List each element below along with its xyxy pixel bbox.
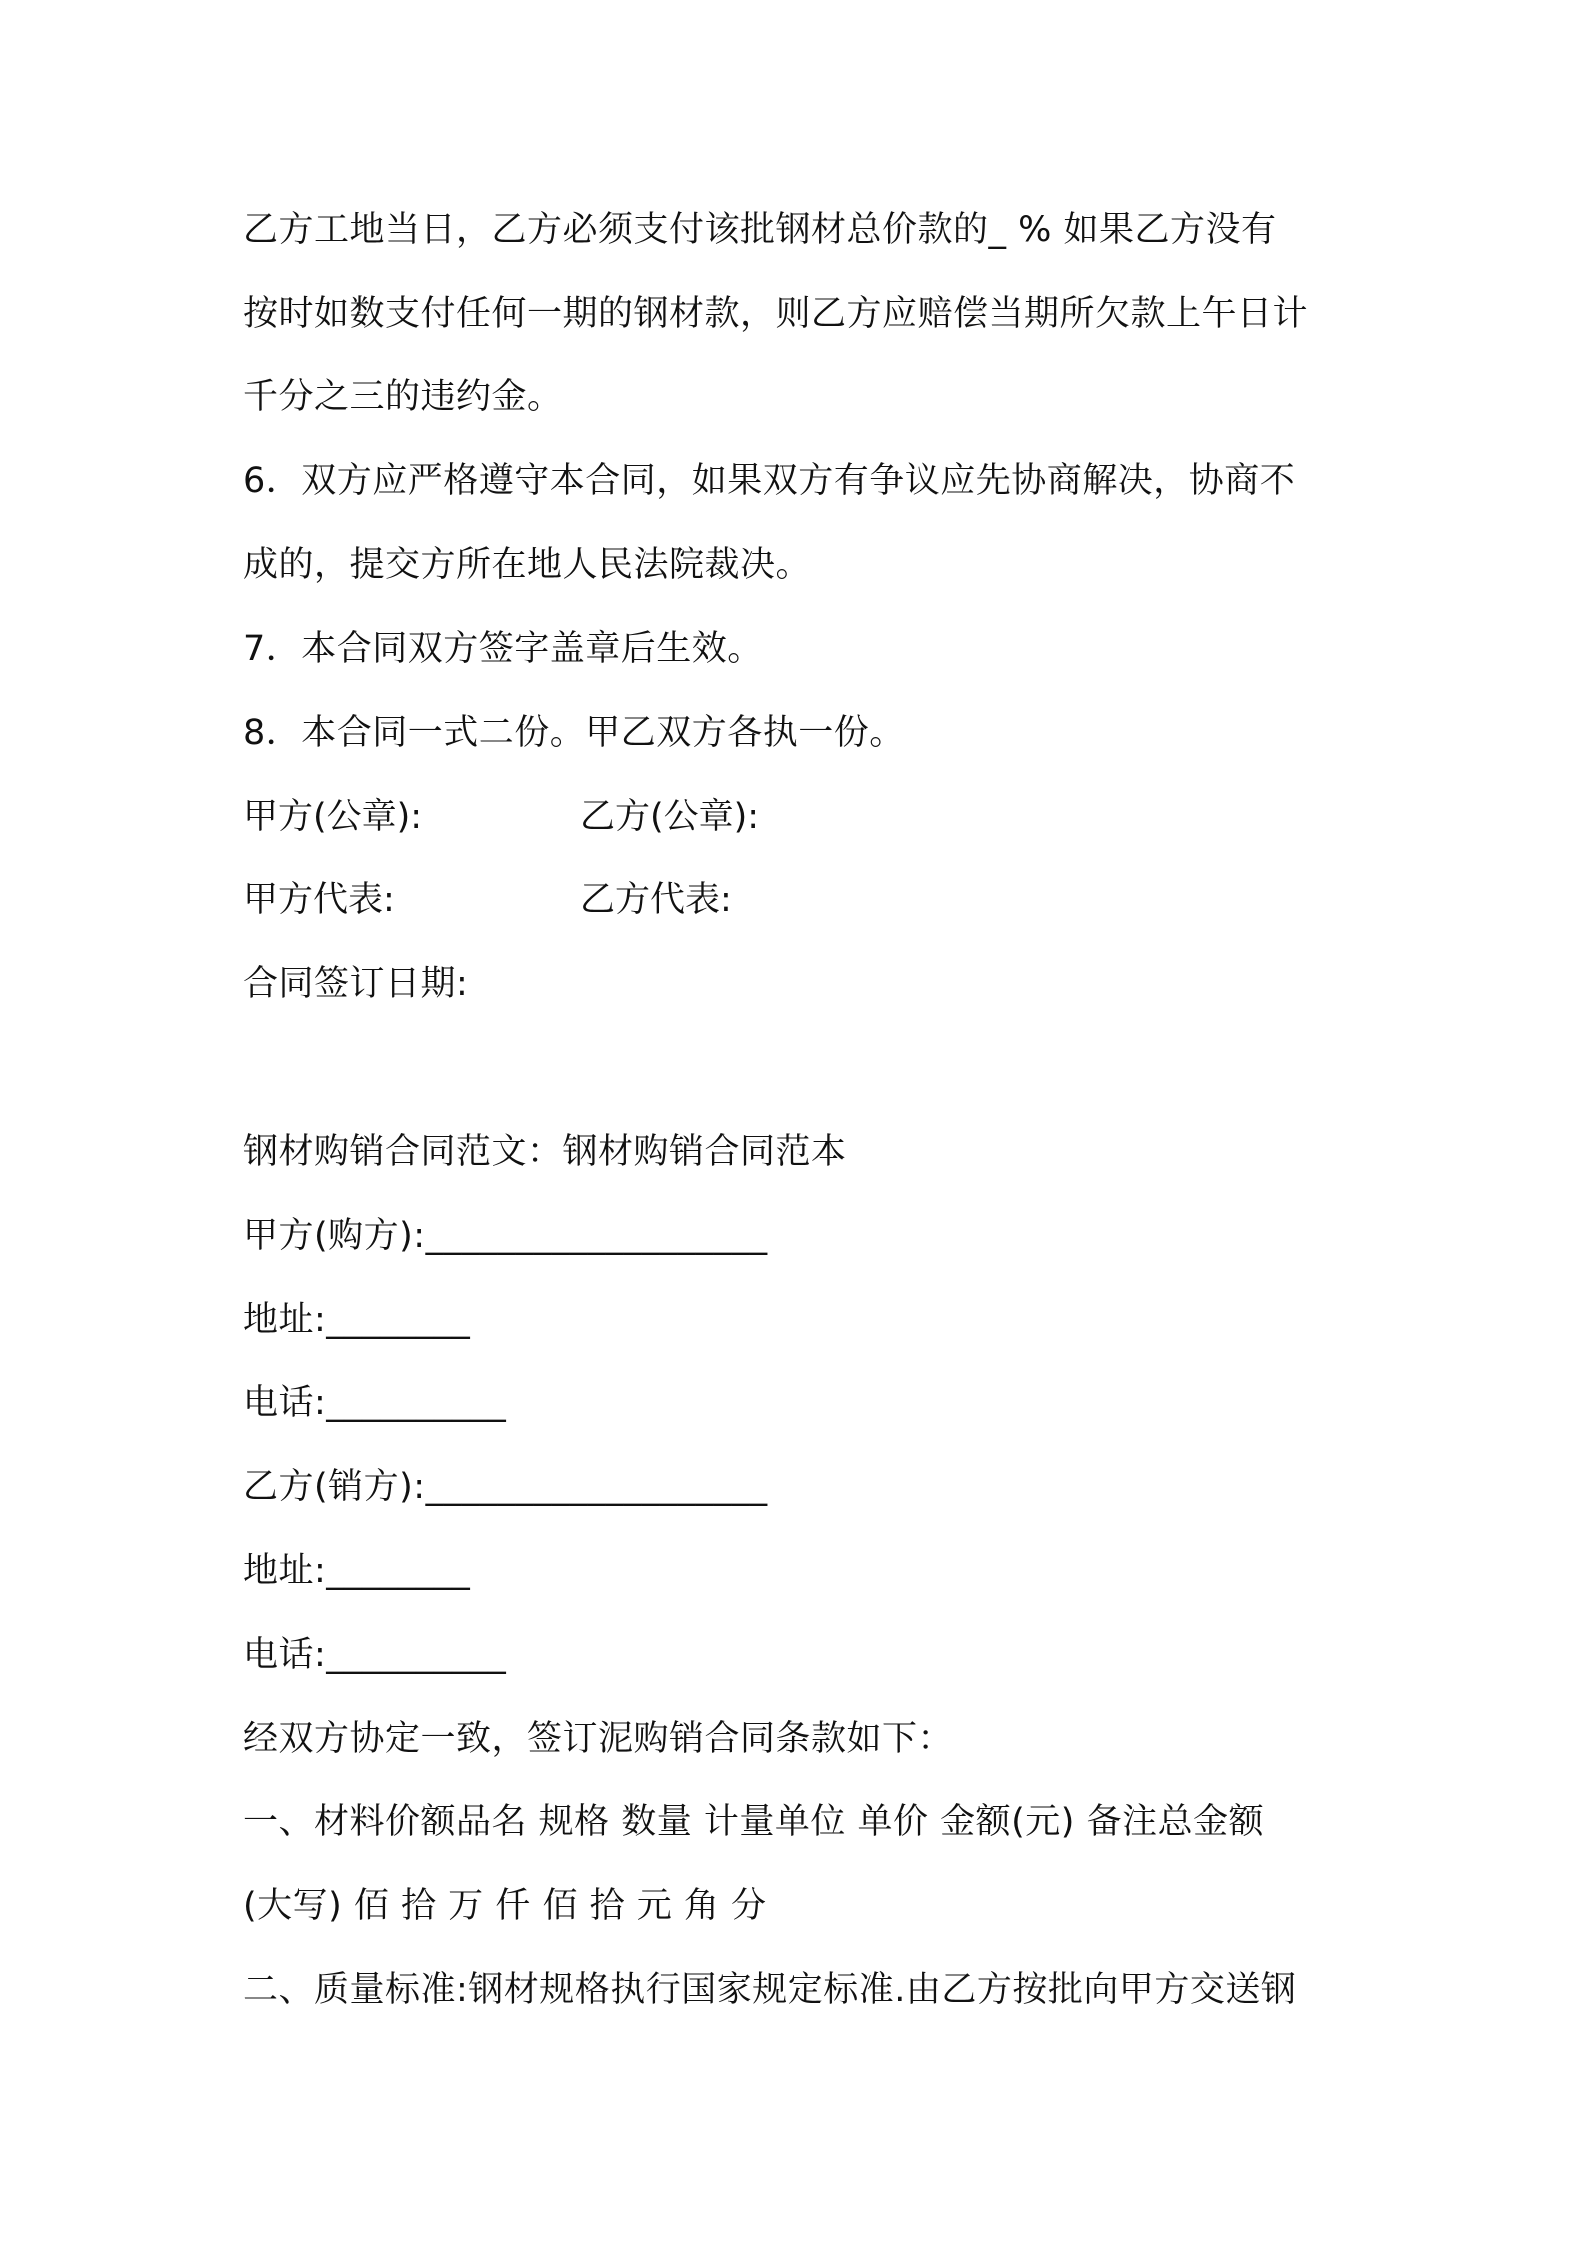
party-b-rep-label: 乙方代表: xyxy=(580,880,732,920)
clause-8: 8．本合同一式二份。甲乙双方各执一份。 xyxy=(243,713,905,753)
clause-6-line-2: 成的，提交方所在地人民法院裁决。 xyxy=(243,545,812,585)
seller-phone-line: 电话:__________ xyxy=(243,1635,507,1675)
seal-row xyxy=(243,795,760,839)
paragraph-line-2: 按时如数支付任何一期的钢材款，则乙方应赔偿当期所欠款上午日计 xyxy=(243,294,1309,334)
seller-line: 乙方(销方):___________________ xyxy=(243,1467,768,1507)
clause-1-line-2: (大写) 佰 拾 万 仟 佰 拾 元 角 分 xyxy=(243,1886,767,1926)
clause-7: 7．本合同双方签字盖章后生效。 xyxy=(243,629,763,669)
sign-date-label: 合同签订日期: xyxy=(243,964,469,1004)
party-b-seal-label: 乙方(公章): xyxy=(580,797,760,837)
seller-address-line: 地址:________ xyxy=(243,1551,471,1591)
party-a-rep-label: 甲方代表: xyxy=(243,880,395,920)
buyer-line: 甲方(购方):___________________ xyxy=(243,1216,768,1256)
second-contract-title: 钢材购销合同范文：钢材购销合同范本 xyxy=(243,1132,847,1172)
paragraph-line-3: 千分之三的违约金。 xyxy=(243,377,563,417)
clause-6-line-1: 6．双方应严格遵守本合同，如果双方有争议应先协商解决，协商不 xyxy=(243,461,1296,501)
representative-row xyxy=(243,878,732,922)
agreement-intro: 经双方协定一致，签订泥购销合同条款如下： xyxy=(243,1719,954,1759)
paragraph-line-1: 乙方工地当日，乙方必须支付该批钢材总价款的_ % 如果乙方没有 xyxy=(243,210,1277,250)
buyer-phone-line: 电话:__________ xyxy=(243,1383,507,1423)
party-a-seal-label: 甲方(公章): xyxy=(243,797,423,837)
buyer-address-line: 地址:________ xyxy=(243,1300,471,1340)
clause-1-line-1: 一、材料价额品名 规格 数量 计量单位 单价 金额(元) 备注总金额 xyxy=(243,1802,1265,1842)
clause-2-line-1: 二、质量标准:钢材规格执行国家规定标准.由乙方按批向甲方交送钢 xyxy=(243,1970,1297,2010)
